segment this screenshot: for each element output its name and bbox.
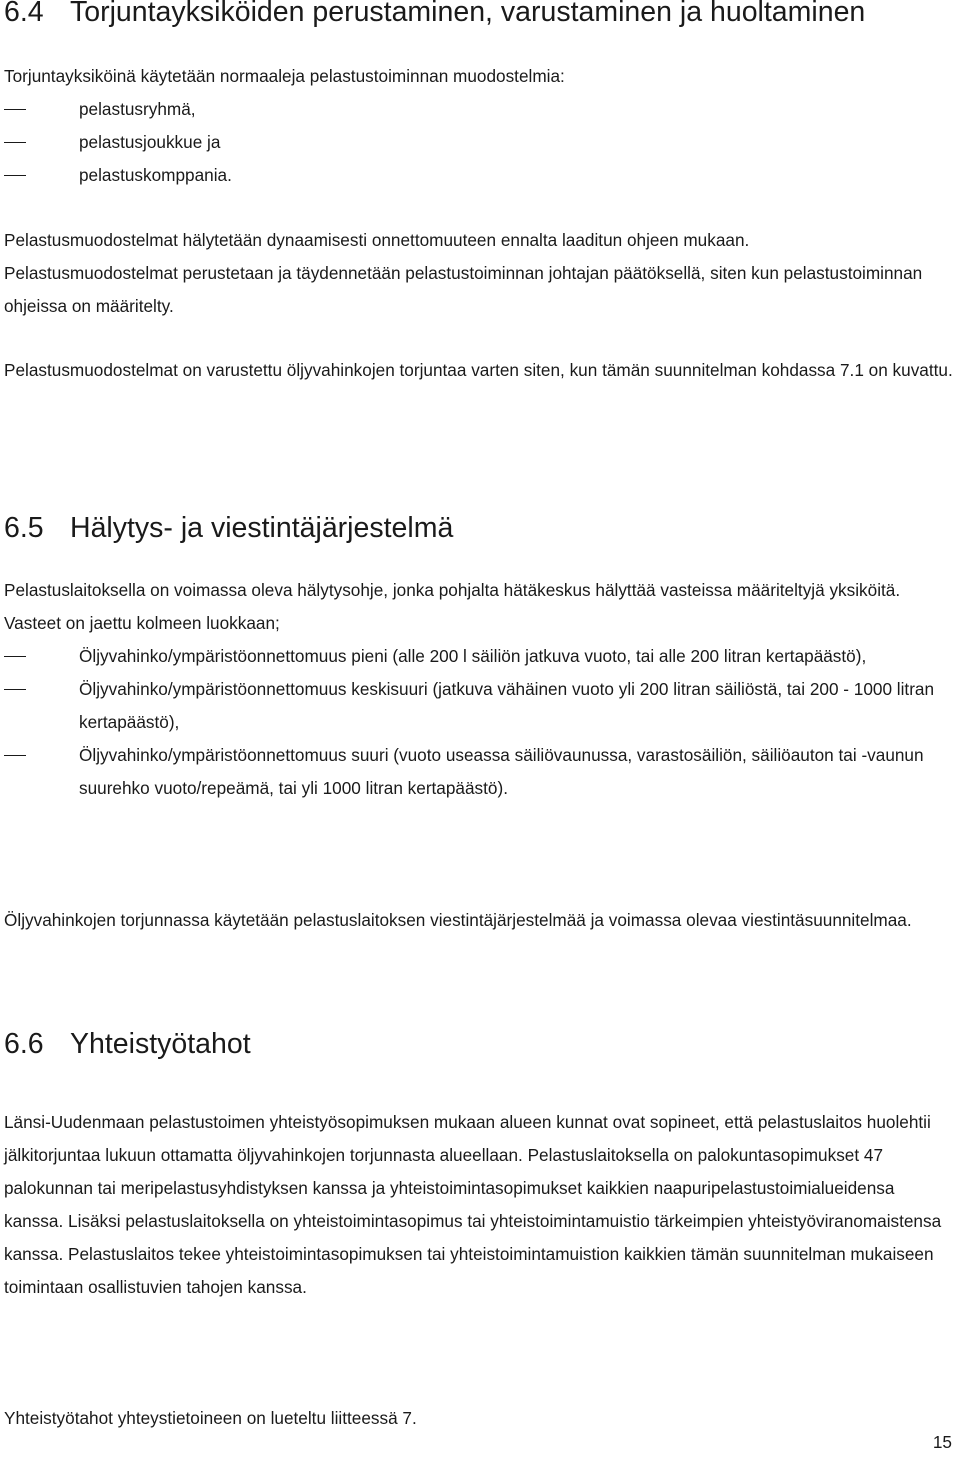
- section-6-6-paragraph-2: Yhteistyötahot yhteystietoineen on lueteltu liitteessä 7.: [4, 1408, 417, 1428]
- section-title: Yhteistyötahot: [70, 1028, 251, 1060]
- page-number: 15: [932, 1432, 952, 1452]
- paragraph-line: Pelastusmuodostelmat hälytetään dynaamisesti onnettomuuteen ennalta laaditun ohjeen mukaan.: [4, 230, 750, 250]
- list-item: pelastusjoukkue ja: [4, 126, 956, 159]
- section-6-5-paragraph-2: Vasteet on jaettu kolmeen luokkaan;: [4, 613, 280, 633]
- list-item: pelastuskomppania.: [4, 159, 956, 192]
- section-number: 6.6: [4, 1028, 44, 1060]
- paragraph-text: Pelastusmuodostelmat perustetaan ja täydennetään pelastustoiminnan johtajan päätöksellä, siten kun pelastustoiminnan ohjeissa on määritelty.: [4, 263, 923, 316]
- section-6-5-paragraph-3: Öljyvahinkojen torjunnassa käytetään pelastuslaitoksen viestintäjärjestelmää ja voimassa olevaa viestintäsuunnitelmaa.: [4, 910, 912, 930]
- unit-list: [4, 93, 956, 192]
- category-list: [4, 640, 956, 805]
- dash-bullet: [4, 656, 26, 657]
- dash-bullet: [4, 755, 26, 756]
- section-6-5-body: [4, 574, 956, 805]
- section-6-4-paragraph-1: [4, 224, 956, 323]
- dash-bullet: [4, 109, 26, 110]
- section-6-4-paragraph-2: Pelastusmuodostelmat on varustettu öljyvahinkojen torjuntaa varten siten, kun tämän suunnitelman kohdassa 7.1 on kuvattu.: [4, 360, 953, 380]
- list-item: pelastusryhmä,: [4, 93, 956, 126]
- section-number: 6.5: [4, 512, 44, 544]
- section-title: Hälytys- ja viestintäjärjestelmä: [70, 512, 454, 544]
- dash-bullet: [4, 142, 26, 143]
- document-page: [4, 0, 956, 1460]
- dash-bullet: [4, 175, 26, 176]
- section-title: Torjuntayksiköiden perustaminen, varustaminen ja huoltaminen: [70, 0, 866, 28]
- section-number: 6.4: [4, 0, 44, 28]
- section-6-4-heading: [4, 0, 956, 29]
- list-item: Öljyvahinko/ympäristöonnettomuus pieni (alle 200 l säiliön jatkuva vuoto, tai alle 200 litran kertapäästö),: [4, 640, 956, 673]
- section-6-5-paragraph-1: Pelastuslaitoksella on voimassa oleva hälytysohje, jonka pohjalta hätäkeskus hälyttää vasteissa määriteltyjä yksiköitä.: [4, 580, 901, 600]
- section-6-4-intro: Torjuntayksiköinä käytetään normaaleja pelastustoiminnan muodostelmia:: [4, 66, 565, 86]
- section-6-5-heading: [4, 512, 956, 545]
- dash-bullet: [4, 689, 26, 690]
- section-6-6-heading: [4, 1028, 956, 1061]
- list-item: Öljyvahinko/ympäristöonnettomuus keskisuuri (jatkuva vähäinen vuoto yli 200 litran säiliöstä, tai 200 - 1000 litran kertapäästö),: [4, 673, 956, 739]
- list-item: Öljyvahinko/ympäristöonnettomuus suuri (vuoto useassa säiliövaunussa, varastosäiliön, säiliöauton tai -vaunun suurehko vuoto/repeämä, tai yli 1000 litran kertapäästö).: [4, 739, 956, 805]
- section-6-6-paragraph-1: Länsi-Uudenmaan pelastustoimen yhteistyösopimuksen mukaan alueen kunnat ovat sopineet, että pelastuslaitos huolehtii jälkitorjuntaa lukuun ottamatta öljyvahinkojen torjunnasta alueellaan. Pelastuslaitoksella on palokuntasopimukset 47 palokunnan tai meripelastusyhdistyksen kanssa ja yhteistoimintasopimukset kaikkien naapuripelastustoimialueidensa kanssa. Lisäksi pelastuslaitoksella on yhteistoimintasopimus tai yhteistoimintamuistio tärkeimpien yhteistyöviranomaistensa kanssa. Pelastuslaitos tekee yhteistoimintasopimuksen tai yhteistoimintamuistion kaikkien tämän suunnitelman mukaiseen toimintaan osallistuvien tahojen kanssa.: [4, 1112, 942, 1297]
